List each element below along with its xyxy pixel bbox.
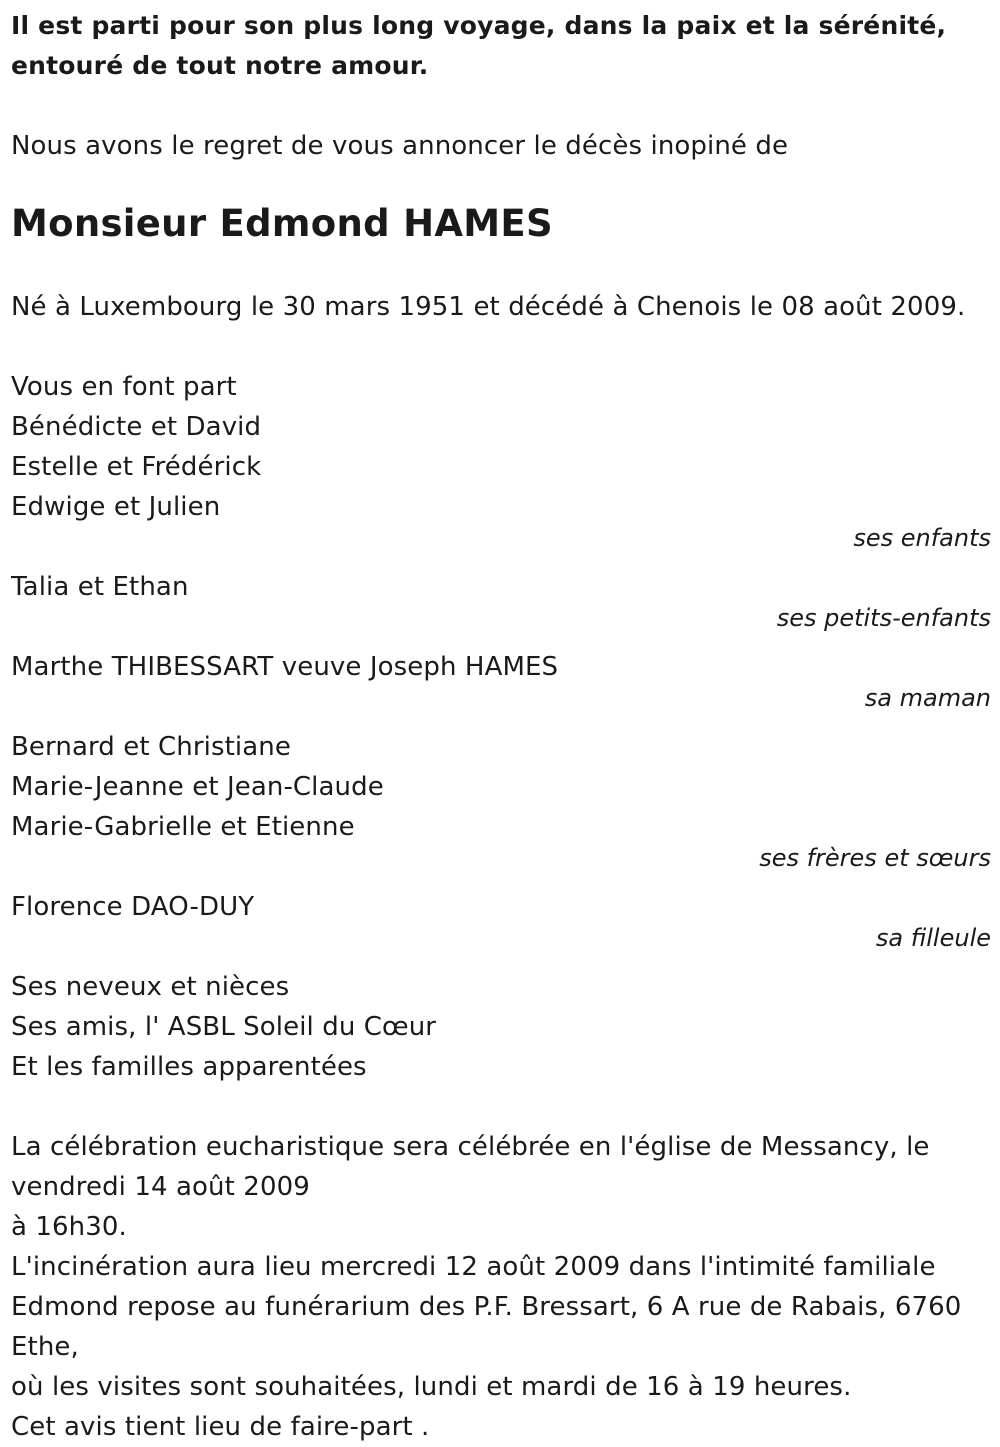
deceased-name: Monsieur Edmond HAMES (11, 202, 553, 245)
family-name-line: Marie-Gabrielle et Etienne (11, 812, 355, 842)
family-group-mother (11, 647, 991, 727)
family-name-line: Bernard et Christiane (11, 732, 291, 762)
family-name-line: Marthe THIBESSART veuve Joseph HAMES (11, 652, 559, 682)
funeral-details (11, 1127, 991, 1447)
family-group-children (11, 407, 991, 567)
announcement-text: Nous avons le regret de vous annoncer le décès inopiné de (11, 131, 789, 161)
other-relatives-line: Et les familles apparentées (11, 1052, 367, 1082)
funeral-detail-line: où les visites sont souhaitées, lundi et mardi de 16 à 19 heures. (11, 1372, 852, 1402)
other-relatives-line: Ses amis, l' ASBL Soleil du Cœur (11, 1012, 437, 1042)
family-group-goddaughter (11, 887, 991, 967)
share-intro-text: Vous en font part (11, 372, 237, 402)
funeral-detail-line: à 16h30. (11, 1212, 127, 1242)
family-role-label: sa filleule (875, 924, 991, 952)
family-name-line: Bénédicte et David (11, 412, 262, 442)
family-name-line: Estelle et Frédérick (11, 452, 262, 482)
intro-text: Il est parti pour son plus long voyage, dans la paix et la sérénité, entouré de tout notre amour. (11, 11, 947, 80)
family-role-label: ses petits-enfants (776, 604, 991, 632)
family-name-line: Edwige et Julien (11, 492, 221, 522)
birth-death-text: Né à Luxembourg le 30 mars 1951 et décédé à Chenois le 08 août 2009. (11, 292, 966, 322)
funeral-detail-line: L'incinération aura lieu mercredi 12 août 2009 dans l'intimité familiale (11, 1252, 936, 1282)
family-role-label: sa maman (864, 684, 991, 712)
family-name-line: Talia et Ethan (11, 572, 189, 602)
family-group-siblings (11, 727, 991, 887)
family-name-line: Marie-Jeanne et Jean-Claude (11, 772, 384, 802)
other-relatives (11, 967, 991, 1087)
family-group-grandchildren (11, 567, 991, 647)
other-relatives-line: Ses neveux et nièces (11, 972, 290, 1002)
family-role-label: ses frères et sœurs (759, 844, 991, 872)
family-name-line: Florence DAO-DUY (11, 892, 255, 922)
family-role-label: ses enfants (853, 524, 991, 552)
funeral-detail-line: Cet avis tient lieu de faire-part . (11, 1412, 430, 1442)
funeral-detail-line: La célébration eucharistique sera célébrée en l'église de Messancy, le vendredi 14 août 2009 (11, 1132, 930, 1202)
obituary-notice (11, 0, 991, 1447)
funeral-detail-line: Edmond repose au funérarium des P.F. Bressart, 6 A rue de Rabais, 6760 Ethe, (11, 1292, 962, 1362)
